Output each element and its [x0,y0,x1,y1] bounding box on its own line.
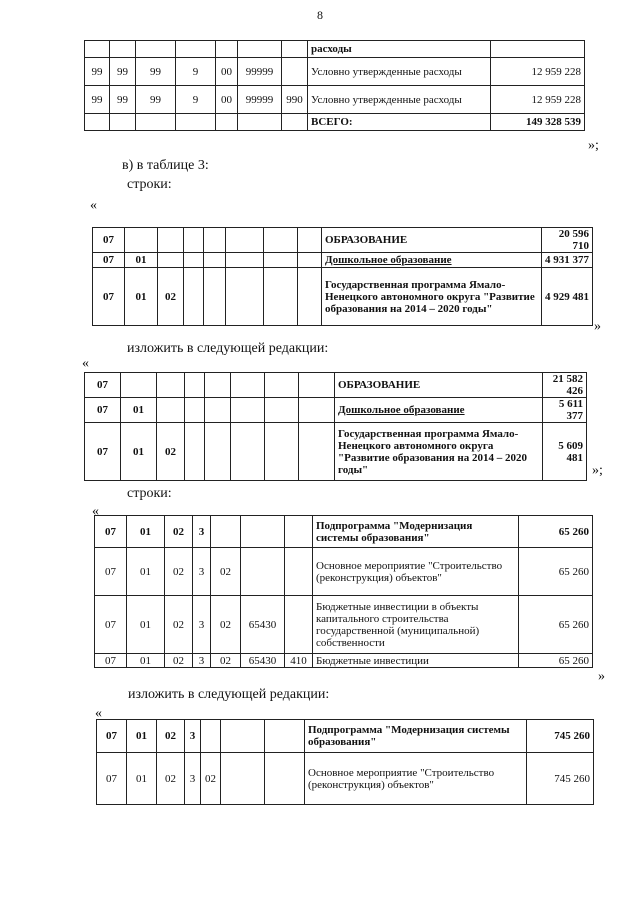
code-cell: 01 [121,398,157,423]
code-cell [110,41,136,58]
opening-quote: « [82,356,89,371]
item-name-cell: Бюджетные инвестиции [313,654,519,668]
code-cell: 01 [127,720,157,753]
code-cell: 07 [93,228,125,253]
table-row [85,373,587,398]
table-row [93,228,593,253]
page-number: 8 [317,8,323,22]
code-cell: 01 [121,423,157,481]
replace-instruction: изложить в следующей редакции: [128,687,330,702]
code-cell: 07 [95,516,127,548]
table-row [85,398,587,423]
opening-quote: « [92,504,99,519]
item-name-cell: ОБРАЗОВАНИЕ [335,373,543,398]
top-expense-table [84,40,585,131]
code-cell: 3 [193,654,211,668]
code-cell: 01 [127,596,165,654]
table-row [97,720,594,753]
code-cell: 02 [165,548,193,596]
table-row [95,654,593,668]
table-row [85,58,585,86]
code-cell: 02 [165,654,193,668]
code-cell: 02 [165,516,193,548]
code-cell: 410 [285,654,313,668]
total-amount: 149 328 539 [491,114,585,131]
code-cell: 990 [282,86,308,114]
code-cell: 3 [193,596,211,654]
item-name-cell: Государственная программа Ямало-Ненецкого автономного округа "Развитие образования на 2014 – 2020 годы" [322,268,542,326]
item-name-cell: Основное мероприятие "Строительство (реконструкция) объектов" [305,753,527,805]
code-cell [136,41,176,58]
amount-cell: 21 582 426 [543,373,587,398]
code-cell: 65430 [241,654,285,668]
code-cell: 01 [127,654,165,668]
item-name-cell: Дошкольное образование [322,253,542,268]
code-cell [282,41,308,58]
rows-label: строки: [127,486,172,501]
code-cell: 07 [95,548,127,596]
item-name-cell: Подпрограмма "Модернизация системы образования" [313,516,519,548]
code-cell: 02 [201,753,221,805]
code-cell [216,41,238,58]
table-row [97,753,594,805]
code-cell: 99 [136,58,176,86]
code-cell [121,373,157,398]
item-name-cell: ОБРАЗОВАНИЕ [322,228,542,253]
table-row [93,253,593,268]
code-cell: 3 [185,720,201,753]
code-cell: 3 [193,516,211,548]
education-table-old [92,227,593,326]
table-row [95,516,593,548]
code-cell: 02 [211,548,241,596]
code-cell [238,41,282,58]
table-row [85,114,585,131]
replace-instruction: изложить в следующей редакции: [127,341,329,356]
code-cell [125,228,158,253]
opening-quote: « [90,198,97,213]
code-cell [157,373,185,398]
closing-quote: » [598,669,605,684]
code-cell: 07 [97,720,127,753]
code-cell: 99 [85,86,110,114]
item-name-cell: Бюджетные инвестиции в объекты капитального строительства государственной (муниципальной) собственности [313,596,519,654]
item-name-cell: Дошкольное образование [335,398,543,423]
table-row [85,41,585,58]
code-cell: 07 [95,596,127,654]
code-cell: 99999 [238,86,282,114]
code-cell: 01 [125,253,158,268]
item-name-cell: Основное мероприятие "Строительство (реконструкция) объектов" [313,548,519,596]
amount-cell: 5 609 481 [543,423,587,481]
table-row [95,596,593,654]
code-cell: 07 [95,654,127,668]
code-cell [282,58,308,86]
code-cell: 9 [176,86,216,114]
item-name-cell: расходы [308,41,491,58]
code-cell: 99 [110,58,136,86]
code-cell: 3 [185,753,201,805]
code-cell: 07 [85,398,121,423]
code-cell: 02 [157,423,185,481]
code-cell [158,228,184,253]
code-cell: 07 [85,423,121,481]
amount-cell: 20 596 710 [542,228,593,253]
code-cell: 99 [110,86,136,114]
modernization-table-new [96,719,594,805]
code-cell: 02 [211,596,241,654]
opening-quote: « [95,706,102,721]
amount-cell: 65 260 [519,654,593,668]
code-cell: 02 [211,654,241,668]
code-cell: 99 [85,58,110,86]
amount-cell: 65 260 [519,516,593,548]
code-cell [158,253,184,268]
table-row [95,548,593,596]
item-name-cell: Подпрограмма "Модернизация системы образования" [305,720,527,753]
code-cell: 02 [157,753,185,805]
table-row [93,268,593,326]
code-cell: 02 [157,720,185,753]
education-table-new [84,372,587,481]
code-cell [157,398,185,423]
table-row [85,86,585,114]
code-cell: 01 [127,516,165,548]
closing-quote: » [594,319,601,334]
code-cell: 3 [193,548,211,596]
item-name-cell: Условно утвержденные расходы [308,86,491,114]
code-cell: 02 [158,268,184,326]
code-cell: 01 [125,268,158,326]
amount-cell: 12 959 228 [491,86,585,114]
section-heading: в) в таблице 3: [122,158,209,173]
amount-cell: 745 260 [527,753,594,805]
item-name-cell: Государственная программа Ямало-Ненецкого автономного округа "Развитие образования на 2014 – 2020 годы" [335,423,543,481]
table-row [85,423,587,481]
amount-cell: 12 959 228 [491,58,585,86]
rows-label: строки: [127,177,172,192]
code-cell: 99 [136,86,176,114]
amount-cell: 65 260 [519,596,593,654]
code-cell: 07 [93,268,125,326]
code-cell: 07 [97,753,127,805]
code-cell: 00 [216,86,238,114]
code-cell: 9 [176,58,216,86]
amount-cell: 5 611 377 [543,398,587,423]
closing-quote: »; [592,463,603,478]
code-cell: 99999 [238,58,282,86]
code-cell: 65430 [241,596,285,654]
amount-cell: 4 931 377 [542,253,593,268]
item-name-cell: Условно утвержденные расходы [308,58,491,86]
code-cell: 07 [93,253,125,268]
amount-cell: 745 260 [527,720,594,753]
code-cell [176,41,216,58]
code-cell: 02 [165,596,193,654]
amount-cell: 4 929 481 [542,268,593,326]
code-cell [85,41,110,58]
code-cell: 07 [85,373,121,398]
total-label: ВСЕГО: [308,114,491,131]
code-cell: 01 [127,753,157,805]
code-cell: 01 [127,548,165,596]
code-cell: 00 [216,58,238,86]
amount-cell: 65 260 [519,548,593,596]
amount-cell [491,41,585,58]
closing-quote: »; [588,138,599,153]
modernization-table-old [94,515,593,668]
